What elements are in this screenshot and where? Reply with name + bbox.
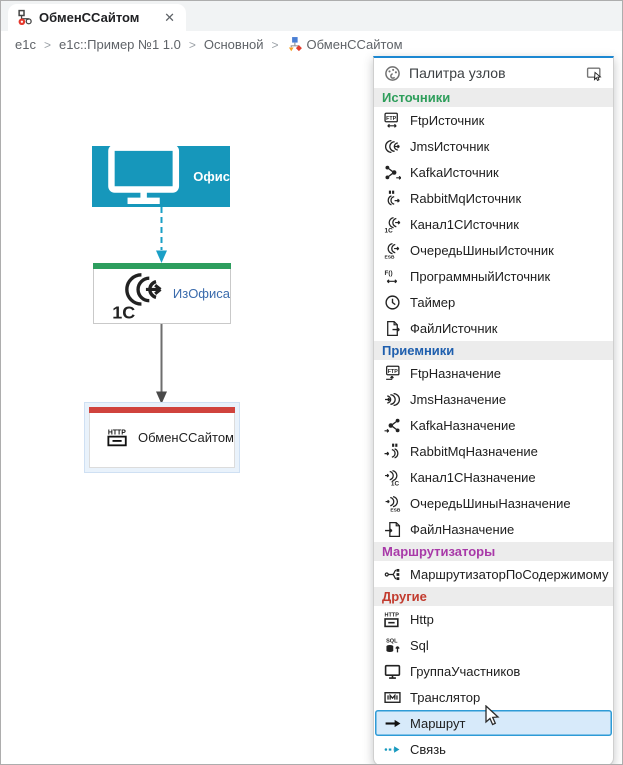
palette-title: Палитра узлов [409,65,506,81]
svg-text:HTTP: HTTP [384,612,399,619]
process-diagram-color-icon [287,36,304,53]
palette-item-label: KafkaИсточник [410,164,499,180]
palette-section-header: Источники [374,88,613,107]
palette-item[interactable] [375,315,612,341]
palette-item-label: RabbitMqИсточник [410,190,522,206]
jms-dest-icon [384,391,401,408]
chevron-right-icon: > [188,37,196,52]
palette-section-header: Маршрутизаторы [374,542,613,561]
tab-title: ОбменССайтом [39,10,140,25]
palette-item[interactable] [375,658,612,684]
palette-item[interactable] [375,464,612,490]
process-diagram-error-icon [17,9,34,26]
http-icon [384,611,401,628]
content-router-icon [384,566,401,583]
route-icon [384,715,401,732]
esb-source-icon [384,242,401,259]
palette-item-label: RabbitMqНазначение [410,443,538,459]
node-selection-halo [84,402,240,473]
chevron-right-icon: > [271,37,279,52]
palette-item[interactable] [375,490,612,516]
palette-item[interactable] [375,289,612,315]
node-label: ИзОфиса [172,286,230,301]
palette-item-label: ОчередьШиныНазначение [410,495,571,511]
breadcrumb-item-e1c[interactable]: e1c [15,37,36,52]
palette-item-label: FtpИсточник [410,112,485,128]
ftp-dest-icon [384,365,401,382]
esb-dest-icon [384,495,401,512]
palette-item-label: Http [410,611,434,627]
palette-item-label: Канал1СНазначение [410,469,536,485]
palette-item[interactable] [375,159,612,185]
tab-bar [1,1,622,31]
rabbitmq-source-icon [384,190,401,207]
chevron-right-icon: > [43,37,51,52]
sql-icon [384,637,401,654]
node-label: Офис [193,169,230,184]
channel1c-dest-icon [384,469,401,486]
node-palette-panel [373,56,614,765]
palette-item[interactable] [375,263,612,289]
palette-item-label: ФайлИсточник [410,320,498,336]
palette-section-header: Приемники [374,341,613,360]
palette-item[interactable] [375,237,612,263]
svg-text:SQL: SQL [386,638,398,645]
breadcrumb-item-project[interactable]: e1c::Пример №1 1.0 [58,37,181,52]
kafka-dest-icon [384,417,401,434]
palette-item[interactable] [375,736,612,762]
jms-source-icon [384,138,401,155]
palette-item-label: ГруппаУчастников [410,663,521,679]
channel1c-source-icon [384,216,401,233]
rabbitmq-dest-icon [384,443,401,460]
kafka-source-icon [384,164,401,181]
close-icon[interactable]: ✕ [164,9,175,25]
svg-text:FTP: FTP [386,115,397,122]
palette-item[interactable] [375,185,612,211]
palette-item-label: ОчередьШиныИсточник [410,242,554,258]
breadcrumb [1,31,622,58]
palette-item-label: FtpНазначение [410,365,502,381]
palette-item[interactable] [375,107,612,133]
palette-item-label: Канал1СИсточник [410,216,519,232]
timer-icon [384,294,401,311]
palette-item-label: Маршрут [410,715,466,731]
palette-item-label: Транслятор [410,689,481,705]
palette-icon [384,65,401,82]
translator-icon [384,689,401,706]
palette-item[interactable] [375,360,612,386]
palette-section-header: Другие [374,587,613,606]
file-source-icon [384,320,401,337]
palette-item-label: Sql [410,637,429,653]
dest-color-bar [89,407,235,413]
http-icon [107,427,129,449]
link-icon [384,741,401,758]
palette-header [374,58,613,88]
palette-item-label: МаршрутизаторПоСодержимому [410,566,609,582]
dashed-connector-arrow[interactable] [153,207,170,264]
palette-body [374,88,613,762]
ftp-source-icon [384,112,401,129]
breadcrumb-item-label: ОбменССайтом [306,37,403,52]
palette-item[interactable] [375,438,612,464]
palette-item[interactable] [375,386,612,412]
palette-item[interactable] [375,632,612,658]
svg-text:1С: 1С [384,226,393,233]
palette-item[interactable] [375,133,612,159]
svg-text:FTP: FTP [387,368,398,375]
palette-item-label: ФайлНазначение [410,521,515,537]
mouse-cursor [484,705,504,727]
dock-panel-icon[interactable] [586,65,603,82]
palette-item-label: ПрограммныйИсточник [410,268,551,284]
palette-item-label: JmsНазначение [410,391,507,407]
palette-item-label: KafkaНазначение [410,417,516,433]
svg-text:ESB: ESB [390,507,401,512]
palette-item[interactable] [375,561,612,587]
node-office[interactable] [92,146,230,207]
palette-item[interactable] [375,516,612,542]
palette-item-label: JmsИсточник [410,138,490,154]
svg-text:F(): F() [384,269,393,277]
palette-item[interactable] [375,211,612,237]
palette-item-label: Связь [410,741,446,757]
svg-text:1С: 1С [390,479,400,486]
svg-text:HTTP: HTTP [107,428,126,436]
palette-item[interactable] [375,606,612,632]
node-obmenssaytom[interactable] [89,407,235,468]
node-label: ОбменССайтом [137,430,234,445]
breadcrumb-item-osnovnoy[interactable]: Основной [203,37,264,52]
solid-connector-arrow[interactable] [153,324,170,405]
svg-text:ESB: ESB [384,254,395,259]
monitor-icon [105,138,182,215]
channel1c-source-icon [110,267,164,321]
node-izofisa[interactable] [93,263,231,324]
breadcrumb-item-current[interactable] [287,36,403,53]
participants-group-icon [384,663,401,680]
svg-text:1С: 1С [112,302,136,321]
tab-obmenssaytom[interactable] [8,4,186,31]
file-dest-icon [384,521,401,538]
palette-item[interactable] [375,412,612,438]
source-color-bar [93,263,231,269]
program-source-icon [384,268,401,285]
palette-item-label: Таймер [410,294,456,310]
